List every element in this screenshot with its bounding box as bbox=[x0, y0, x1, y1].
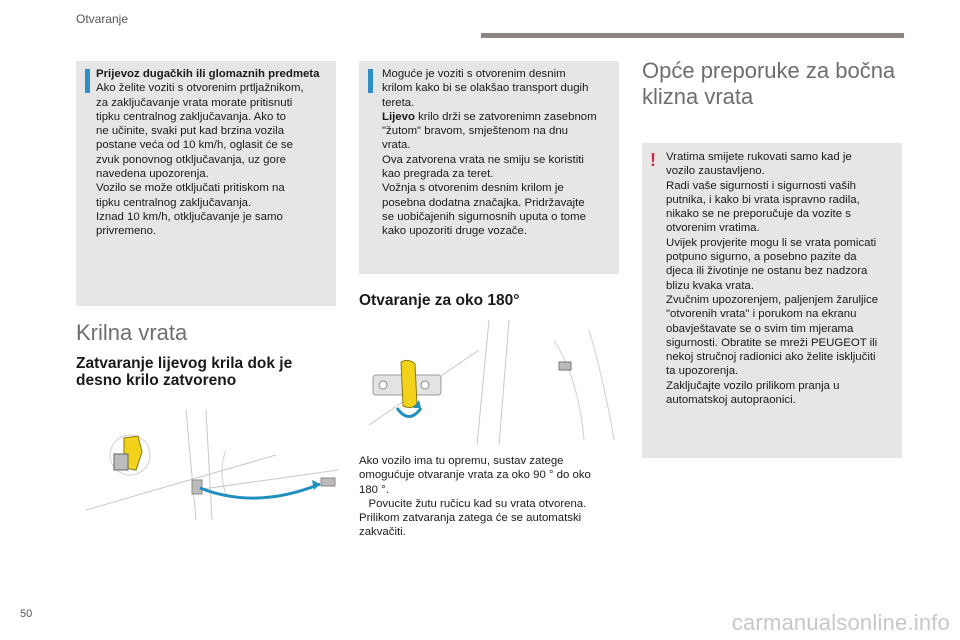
info-box-line: krilom kako bi se olakšao transport dugih bbox=[382, 82, 589, 95]
info-box-line: se uobičajenih sigurnosnih uputa o tome bbox=[382, 210, 586, 223]
info-box-line: Iznad 10 km/h, otključavanje je samo bbox=[96, 210, 283, 223]
text-line: Ako vozilo ima tu opremu, sustav zatege bbox=[359, 455, 564, 467]
heading-krilna-vrata: Krilna vrata bbox=[76, 320, 188, 345]
info-box-line: Moguće je voziti s otvorenim desnim bbox=[382, 68, 566, 80]
illustration-door-strap bbox=[359, 320, 619, 445]
info-box-line: vrata. bbox=[382, 139, 411, 152]
warning-line: automatskoj autopraonici. bbox=[666, 394, 796, 407]
warning-line: Vratima smijete rukovati samo kad je bbox=[666, 151, 852, 163]
info-box-long-objects bbox=[76, 61, 336, 306]
info-box-line: "žutom" bravom, smještenom na dnu bbox=[382, 125, 568, 138]
warning-box-sliding-doors bbox=[642, 143, 902, 458]
warning-line: potpuno sigurno, a posebno pazite da bbox=[666, 251, 857, 264]
warning-line: vozilo zaustavljeno. bbox=[666, 165, 765, 178]
info-box-title: Prijevoz dugačkih ili glomaznih predmeta bbox=[96, 68, 320, 80]
watermark: carmanualsonline.info bbox=[731, 610, 950, 635]
section-title: Otvaranje bbox=[76, 12, 129, 26]
info-box-line: tipku centralnog zaključavanja. Ako to bbox=[96, 110, 286, 123]
info-box-line: Lijevo krilo drži se zatvorenimn zasebnom bbox=[382, 110, 597, 123]
info-box-line: kao pregrada za teret. bbox=[382, 168, 494, 181]
subheading-closing-left-wing: Zatvaranje lijevog krila dok je desno krilo zatvoreno bbox=[76, 355, 293, 389]
info-box-line: Ova zatvorena vrata ne smiju se koristiti bbox=[382, 153, 584, 166]
text-line: Prilikom zatvaranja zatega će se automatski bbox=[359, 512, 582, 525]
warning-line: nikako se ne preporučuje da vozite s bbox=[666, 208, 851, 221]
heading-sliding-doors: Opće preporuke za bočna klizna vrata bbox=[642, 58, 896, 109]
warning-line: djeca ili životinje ne ostanu bez nadzora bbox=[666, 265, 868, 278]
info-box-line: Ako želite voziti s otvorenim prtljažnikom, bbox=[96, 82, 304, 95]
info-box-open-right-wing bbox=[359, 61, 619, 274]
info-icon bbox=[368, 69, 373, 93]
text-line: omogućuje otvaranje vrata za oko 90 ° do oko bbox=[359, 469, 591, 482]
info-box-line: kako upozoriti druge vozače. bbox=[382, 225, 527, 238]
text-line: 180 °. bbox=[359, 483, 389, 496]
info-box-line: Vožnja s otvorenim desnim krilom je bbox=[382, 182, 564, 195]
warning-line: Radi vaše sigurnosti i sigurnosti vaših bbox=[666, 179, 856, 192]
warning-line: putnika, i kako bi vrata ispravno radila, bbox=[666, 193, 860, 206]
warning-line: otvorenim vratima. bbox=[666, 222, 760, 235]
header-bar bbox=[481, 33, 904, 38]
heading-opening-180: Otvaranje za oko 180° bbox=[359, 292, 520, 309]
warning-line: nekoj stručnoj radionici ako želite isključiti bbox=[666, 351, 876, 364]
warning-line: ta upozorenja. bbox=[666, 365, 739, 378]
warning-line: blizu kvaka vrata. bbox=[666, 279, 754, 292]
bullet-item: Povucite žutu ručicu kad su vrata otvorena. bbox=[368, 497, 587, 510]
info-box-line: tipku centralnog zaključavanja. bbox=[96, 196, 252, 209]
warning-icon: ! bbox=[650, 150, 656, 170]
warning-line: sigurnosti. Obratite se mreži PEUGEOT ili bbox=[666, 336, 878, 349]
info-box-line: navedena upozorenja. bbox=[96, 168, 209, 181]
info-box-line: posebna dodatna značajka. Pridržavajte bbox=[382, 196, 585, 209]
info-box-line: postane veća od 10 km/h, oglasit će se bbox=[96, 139, 293, 152]
info-box-line: za zaključavanje vrata morate pritisnuti bbox=[96, 96, 293, 109]
text-line: zakvačiti. bbox=[359, 526, 406, 539]
warning-line: Zvučnim upozorenjem, paljenjem žaruljice bbox=[666, 293, 879, 306]
warning-line: "otvorenih vrata" i porukom na ekranu bbox=[666, 308, 857, 321]
warning-line: Zaključajte vozilo prilikom pranja u bbox=[666, 379, 840, 392]
opening-180-text bbox=[359, 454, 621, 540]
info-box-line: zvuk ponovnog otključavanja, uz gore bbox=[96, 153, 286, 166]
info-box-line: Vozilo se može otključati pritiskom na bbox=[96, 182, 285, 195]
warning-line: Uvijek provjerite mogu li se vrata pomicati bbox=[666, 236, 877, 249]
info-box-line: tereta. bbox=[382, 96, 415, 109]
page-number: 50 bbox=[20, 608, 33, 620]
info-box-line: privremeno. bbox=[96, 225, 157, 238]
illustration-wing-door-lock bbox=[76, 410, 338, 530]
info-box-line: ne učinite, svaki put kad brzina vozila bbox=[96, 125, 285, 138]
warning-line: obavještavate se o svim tim mjerama bbox=[666, 322, 854, 335]
info-icon bbox=[85, 69, 90, 93]
